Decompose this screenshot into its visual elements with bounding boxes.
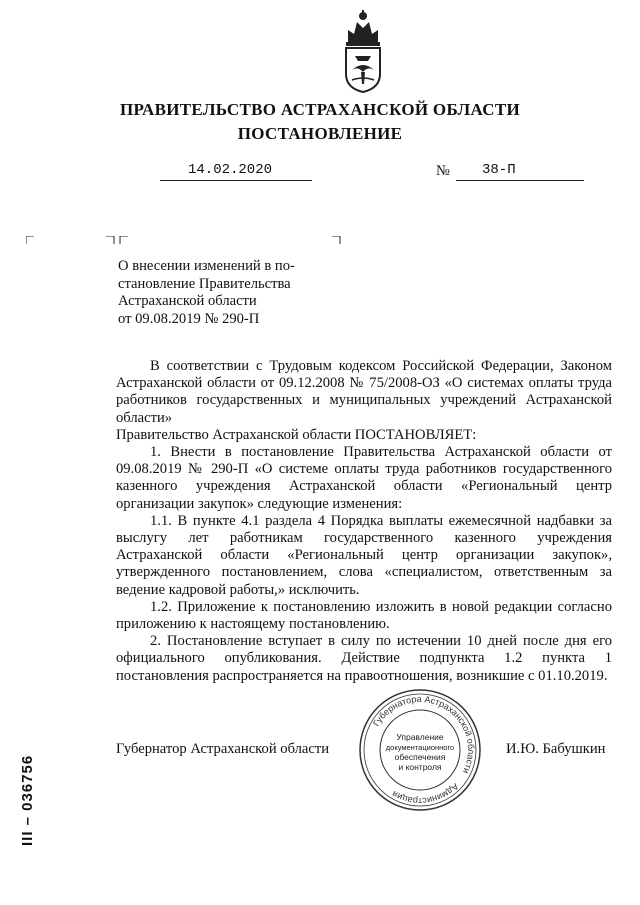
body-paragraph: В соответствии с Трудовым кодексом Российской Федерации, Законом Астраханской области от 09.12.2008 № 75/2008-ОЗ «О системах оплаты труда работников государственных и муниципальных учреждений Астраханской области» [116,358,612,426]
svg-text:III – 036756: III – 036756 [19,754,36,846]
body-paragraph: 2. Постановление вступает в силу по истечении 10 дней после дня его официального опубликования. Действие подпункта 1.2 пункта 1 постановления распространяется на правоотношения, возникшие с 01.10.2019. [116,633,612,684]
stamp-line: и контроля [398,762,442,772]
signatory-position: Губернатор Астраханской области [116,741,330,757]
subject-corner-marks [26,236,356,248]
coat-of-arms-emblem [338,8,388,94]
document-date: 14.02.2020 [188,162,273,178]
number-sign: № [436,163,450,179]
body-paragraph: Правительство Астраханской области ПОСТАНОВЛЯЕТ: [116,426,477,443]
body-paragraph: 1.2. Приложение к постановлению изложить в новой редакции согласно приложению к настоящему постановлению. [116,598,612,633]
stamp-line: обеспечения [394,752,446,762]
document-type-title: ПОСТАНОВЛЕНИЕ [237,124,403,143]
signatory-name: И.Ю. Бабушкин [506,741,606,757]
organization-title: ПРАВИТЕЛЬСТВО АСТРАХАНСКОЙ ОБЛАСТИ [120,100,520,119]
stamp-ring-left-text: Администрация [390,781,461,807]
stamp-ring-text: Губернатора Астраханской области [371,693,477,776]
body-paragraph: 1.1. В пункте 4.1 раздела 4 Порядка выплаты ежемесячной надбавки за выслугу лет работникам государственного казенного учреждения Астраханской области «Региональный центр организации закупок», утвержденного постановлением, слова «специалистом, ответственным за ведение кадровой работы,» исключить. [116,512,612,598]
document-subject: О внесении изменений в по- становление Правительства Астраханской области от 09.08.2019 № 290-П [118,258,295,327]
document-body [116,358,612,685]
date-underline [160,180,312,181]
stamp-line: документационного [385,743,455,752]
serial-number [10,728,40,848]
official-stamp [358,688,482,812]
number-underline [456,180,584,181]
stamp-line: Управление [396,732,444,742]
document-number: 38-П [482,162,516,178]
body-paragraph: 1. Внести в постановление Правительства Астраханской области от 09.08.2019 № 290-П «О системе оплаты труда работников государственного казенного учреждения Астраханской области «Региональный центр организации закупок» следующие изменения: [116,444,612,512]
